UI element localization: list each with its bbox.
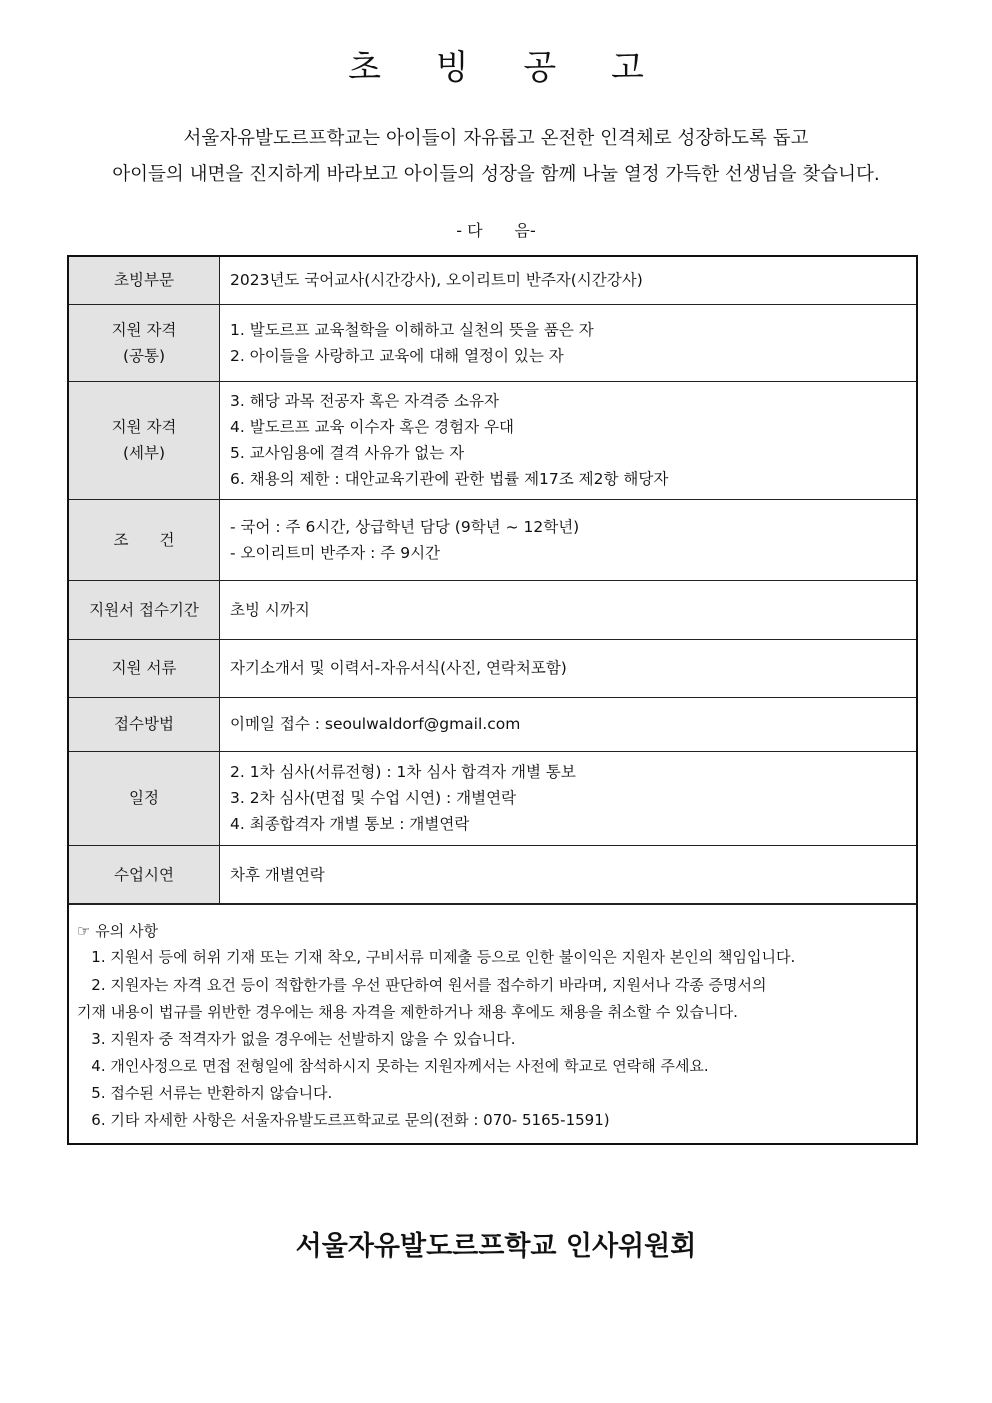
row-value: 이메일 접수 : seoulwaldorf@gmail.com: [220, 697, 918, 751]
table-row-detail-qualification: [68, 381, 917, 499]
table-row-schedule: [68, 751, 917, 845]
row-label: 지원 서류: [68, 639, 220, 697]
notes-box: [67, 903, 918, 1145]
row-label: 지원서 접수기간: [68, 580, 220, 639]
row-label: 접수방법: [68, 697, 220, 751]
row-label: 수업시연: [68, 845, 220, 904]
row-value: 자기소개서 및 이력서-자유서식(사진, 연락처포함): [220, 639, 918, 697]
intro-line-2: 아이들의 내면을 진지하게 바라보고 아이들의 성장을 함께 나눌 열정 가득한 선생님을 찾습니다.: [112, 164, 880, 185]
table-row-application-period: [68, 580, 917, 639]
table-row-common-qualification: [68, 304, 917, 381]
table-row-documents: [68, 639, 917, 697]
recruitment-info-table: [67, 255, 918, 905]
row-value: 2023년도 국어교사(시간강사), 오이리트미 반주자(시간강사): [220, 256, 918, 304]
table-row-position: [68, 256, 917, 304]
row-value: - 국어 : 주 6시간, 상급학년 담당 (9학년 ~ 12학년) - 오이리트미 반주자 : 주 9시간: [220, 499, 918, 580]
table-row-submission-method: [68, 697, 917, 751]
row-value: 3. 해당 과목 전공자 혹은 자격증 소유자 4. 발도르프 교육 이수자 혹은 경험자 우대 5. 교사임용에 결격 사유가 없는 자 6. 채용의 제한 : 대안교육기관에 관한 법률 제17조 제2항 해당자: [220, 381, 918, 499]
row-label: 일정: [68, 751, 220, 845]
row-label: 조 건: [68, 499, 220, 580]
notes-line: 4. 개인사정으로 면접 전형일에 참석하시지 못하는 지원자께서는 사전에 학교로 연락해 주세요.: [77, 1057, 709, 1075]
notes-line: 5. 접수된 서류는 반환하지 않습니다.: [77, 1084, 333, 1102]
notes-line: 1. 지원서 등에 허위 기재 또는 기재 착오, 구비서류 미제출 등으로 인한 불이익은 지원자 본인의 책임입니다.: [77, 948, 796, 966]
notes-line: 3. 지원자 중 적격자가 없을 경우에는 선발하지 않을 수 있습니다.: [77, 1030, 516, 1048]
table-row-conditions: [68, 499, 917, 580]
notes-line: 2. 지원자는 자격 요건 등이 적합한가를 우선 판단하여 원서를 접수하기 바라며, 지원서나 각종 증명서의: [77, 976, 767, 994]
row-label: 지원 자격 (공통): [68, 304, 220, 381]
subheading: - 다 음-: [456, 221, 536, 240]
row-label: 초빙부문: [68, 256, 220, 304]
notes-line: 기재 내용이 법규를 위반한 경우에는 채용 자격을 제한하거나 채용 후에도 채용을 취소할 수 있습니다.: [77, 1003, 738, 1021]
row-label: 지원 자격 (세부): [68, 381, 220, 499]
page-title: 초 빙 공 고: [348, 48, 666, 88]
row-value: 2. 1차 심사(서류전형) : 1차 심사 합격자 개별 통보 3. 2차 심사(면접 및 수업 시연) : 개별연락 4. 최종합격자 개별 통보 : 개별연락: [220, 751, 918, 845]
row-value: 초빙 시까지: [220, 580, 918, 639]
table-row-demo-lesson: [68, 845, 917, 904]
intro-line-1: 서울자유발도르프학교는 아이들이 자유롭고 온전한 인격체로 성장하도록 돕고: [183, 128, 809, 149]
notes-heading: ☞ 유의 사항: [77, 922, 158, 940]
row-value: 차후 개별연락: [220, 845, 918, 904]
row-value: 1. 발도르프 교육철학을 이해하고 실천의 뜻을 품은 자 2. 아이들을 사랑하고 교육에 대해 열정이 있는 자: [220, 304, 918, 381]
notes-line: 6. 기타 자세한 사항은 서울자유발도르프학교로 문의(전화 : 070- 5165-1591): [77, 1111, 610, 1129]
footer-signature: 서울자유발도르프학교 인사위원회: [295, 1231, 697, 1262]
